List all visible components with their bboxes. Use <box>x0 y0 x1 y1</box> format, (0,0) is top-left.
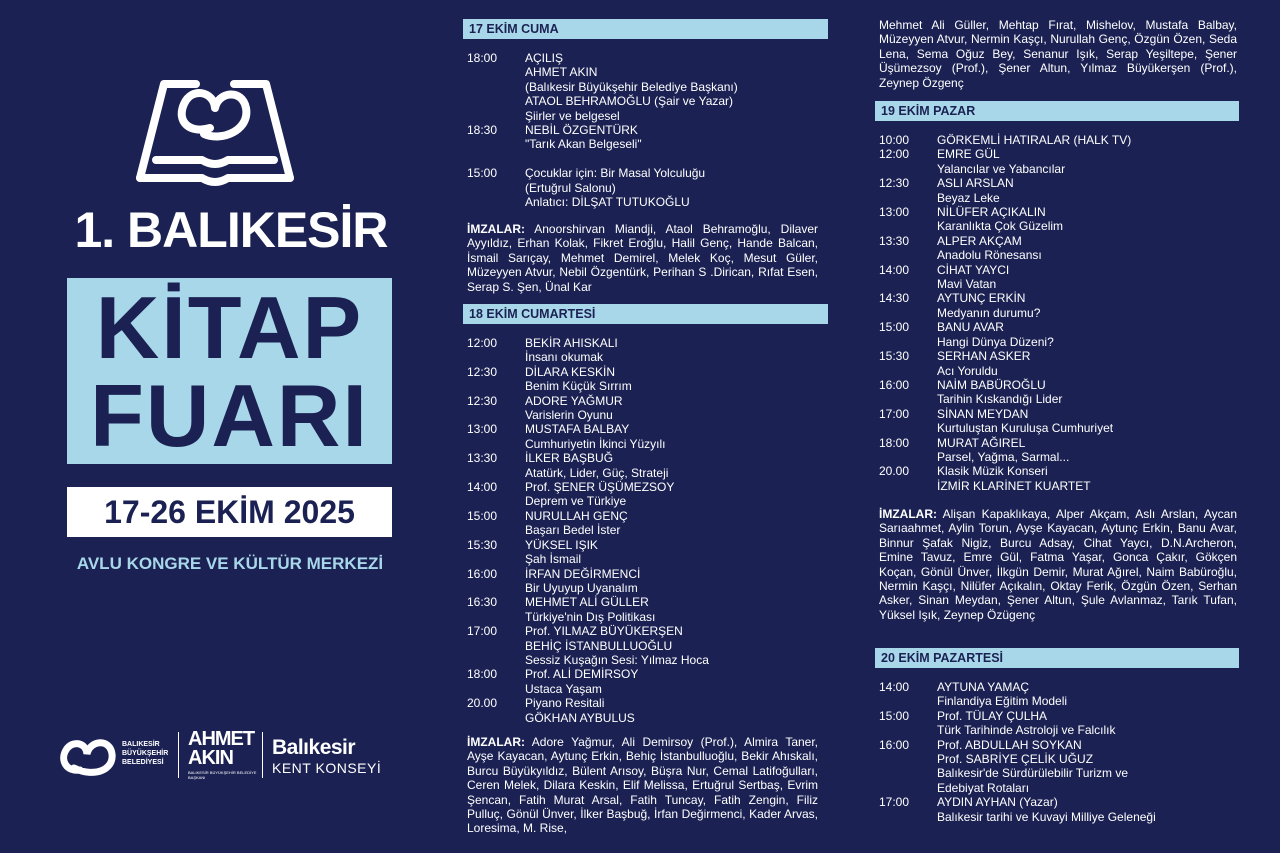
schedule-line: "Tarık Akan Belgeseli" <box>525 137 642 152</box>
schedule-detail <box>525 567 827 596</box>
schedule-line: ADORE YAĞMUR <box>525 393 623 408</box>
day-header-18: 18 EKİM CUMARTESİ <box>463 304 828 324</box>
schedule-line: AHMET AKIN <box>525 65 598 80</box>
schedule-line: GÖKHAN AYBULUS <box>525 710 635 725</box>
schedule-time: 16:30 <box>467 595 498 610</box>
schedule-line: Türkiye'nin Dış Politikası <box>525 609 656 624</box>
schedule-line: Prof. SABRİYE ÇELİK UĞUZ <box>937 752 1094 767</box>
schedule-time: 13:30 <box>467 451 498 466</box>
schedule-detail <box>937 234 1237 263</box>
schedule-line: Türk Tarihinde Astroloji ve Falcılık <box>937 723 1116 738</box>
schedule-detail <box>525 480 827 509</box>
schedule-line: Prof. ABDULLAH SOYKAN <box>937 737 1082 752</box>
schedule-detail <box>937 291 1237 320</box>
schedule-detail <box>525 667 827 696</box>
schedule-item <box>879 176 1237 205</box>
schedule-line: Benim Küçük Sırrım <box>525 379 632 394</box>
schedule-line: Medyanın durumu? <box>937 305 1041 320</box>
schedule-line: Mavi Vatan <box>937 277 997 292</box>
schedule-line: Prof. TÜLAY ÇULHA <box>937 708 1048 723</box>
schedule-line: Balıkesir'de Sürdürülebilir Turizm ve <box>937 766 1129 781</box>
schedule-item <box>467 365 827 394</box>
schedule-item <box>879 407 1237 436</box>
schedule-detail <box>937 349 1237 378</box>
schedule-line: Parsel, Yağma, Sarmal... <box>937 449 1070 464</box>
schedule-line: Cumhuriyetin İkinci Yüzyılı <box>525 436 666 451</box>
edition-title: 1. BALIKESİR <box>74 202 388 258</box>
schedule-detail <box>937 205 1237 234</box>
schedule-line: Çocuklar için: Bir Masal Yolculuğu <box>525 166 706 181</box>
schedule-item <box>467 595 827 624</box>
schedule-time: 15:30 <box>467 537 498 552</box>
schedule-item <box>467 451 827 480</box>
schedule-item <box>879 205 1237 234</box>
schedule-item <box>879 436 1237 465</box>
schedule-line: (Ertuğrul Salonu) <box>525 180 616 195</box>
schedule-item <box>467 166 827 209</box>
schedule-line: Balıkesir tarihi ve Kuvayi Milliye Geleneği <box>937 809 1156 824</box>
schedule-line: MURAT AĞIREL <box>937 435 1026 450</box>
schedule-line: (Balıkesir Büyükşehir Belediye Başkanı) <box>525 79 738 94</box>
schedule-line: Bir Uyuyup Uyanalım <box>525 580 638 595</box>
schedule-item <box>467 51 827 123</box>
schedule-time: 14:30 <box>879 291 910 306</box>
branding-panel <box>0 0 450 853</box>
schedule-detail <box>525 152 827 166</box>
schedule-line: Hangi Dünya Düzeni? <box>937 334 1054 349</box>
schedule-time: 13:00 <box>467 422 498 437</box>
schedule-item <box>879 795 1237 824</box>
schedule-item <box>467 696 827 725</box>
schedule-item <box>467 152 827 166</box>
schedule-time: 18:00 <box>467 667 498 682</box>
schedule-line: İnsanı okumak <box>525 350 604 365</box>
schedule-line: Prof. ŞENER ÜŞÜMEZSOY <box>525 480 675 495</box>
schedule-time: 12:30 <box>467 364 498 379</box>
schedule-line: Varislerin Oyunu <box>525 408 613 423</box>
schedule-item <box>879 263 1237 292</box>
schedule-item <box>467 538 827 567</box>
schedule-line: DİLARA KESKİN <box>525 364 616 379</box>
logo-divider <box>262 732 263 778</box>
schedule-time: 14:00 <box>879 680 910 694</box>
schedule-time: 14:00 <box>879 262 910 277</box>
schedule-line: Edebiyat Rotaları <box>937 780 1030 795</box>
schedule-detail <box>525 336 827 365</box>
schedule-line: Beyaz Leke <box>937 190 1000 205</box>
schedule-item <box>467 509 827 538</box>
schedule-detail <box>525 394 827 423</box>
schedule-line: ATAOL BEHRAMOĞLU (Şair ve Yazar) <box>525 94 734 109</box>
open-book-heart-logo-icon <box>134 70 296 188</box>
schedule-line: YÜKSEL IŞIK <box>525 537 598 552</box>
schedule-line: İLKER BAŞBUĞ <box>525 451 614 466</box>
schedule-18 <box>467 336 827 725</box>
signings-label: İMZALAR: <box>467 222 525 236</box>
schedule-item <box>879 738 1237 796</box>
schedule-line: Sessiz Kuşağın Sesi: Yılmaz Hoca <box>525 652 709 667</box>
schedule-line: BEKİR AHISKALI <box>525 336 618 350</box>
day-header-17: 17 EKİM CUMA <box>463 19 828 39</box>
schedule-line: Yalancılar ve Yabancılar <box>937 161 1066 176</box>
schedule-item <box>879 378 1237 407</box>
signings-18 <box>467 735 818 836</box>
sponsor-logos <box>60 726 400 786</box>
schedule-item <box>467 123 827 152</box>
schedule-time: 13:30 <box>879 233 910 248</box>
schedule-line: İRFAN DEĞİRMENCİ <box>525 566 641 581</box>
schedule-time: 12:30 <box>467 393 498 408</box>
schedule-item <box>879 291 1237 320</box>
schedule-detail <box>937 709 1237 738</box>
mayor-title: BALIKESİR BÜYÜKŞEHİR BELEDİYE BAŞKANI <box>188 770 257 780</box>
schedule-time: 12:00 <box>467 336 498 350</box>
schedule-line: GÖRKEMLİ HATIRALAR (HALK TV) <box>937 133 1132 147</box>
schedule-line: NURULLAH GENÇ <box>525 508 628 523</box>
schedule-line <box>525 152 827 166</box>
schedule-line: Şah İsmail <box>525 552 582 567</box>
schedule-line: ALPER AKÇAM <box>937 233 1022 248</box>
schedule-line: NAİM BABÜROĞLU <box>937 377 1046 392</box>
schedule-item <box>467 624 827 667</box>
signings-list: Adore Yağmur, Ali Demirsoy (Prof.), Almira Taner, Ayşe Kayacan, Aytunç Erkin, Behiç İstanbulluoğlu, Bekir Ahıskalı, Burcu Büyükyıldız, Bülent Arısoy, Büşra Nur, Cemal Latifoğulları, Ceren Melek, Dilara Keskin, Elif Melissa, Ertuğrul Sertbaş, Evrim Şencan, Fatih Murat Arsal, Fatih Tuncay, Fatih Zengin, Filiz Pulluç, Gönül Ünver, İlker Başbuğ, İrfan Değirmenci, Kader Arvas, Loresima, M. Rise, <box>467 735 819 836</box>
schedule-detail <box>525 595 827 624</box>
schedule-line: Klasik Müzik Konseri <box>937 464 1048 479</box>
schedule-line: MUSTAFA BALBAY <box>525 422 630 437</box>
mayor-name: AHMET AKIN <box>188 728 255 769</box>
schedule-detail <box>937 464 1237 493</box>
schedule-line: Finlandiya Eğitim Modeli <box>937 694 1068 709</box>
fair-venue: AVLU KONGRE VE KÜLTÜR MERKEZİ <box>76 554 384 573</box>
schedule-time: 15:00 <box>879 320 910 335</box>
schedule-line: BEHİÇ İSTANBULLUOĞLU <box>525 638 673 653</box>
schedule-item <box>879 349 1237 378</box>
schedule-line: SİNAN MEYDAN <box>937 406 1029 421</box>
schedule-detail <box>937 133 1237 147</box>
day-header-19: 19 EKİM PAZAR <box>875 101 1239 121</box>
schedule-item <box>467 422 827 451</box>
city-council-name: Balıkesir <box>272 736 356 759</box>
schedule-detail <box>525 123 827 152</box>
schedule-detail <box>937 263 1237 292</box>
schedule-time: 20.00 <box>467 696 498 711</box>
schedule-line: Tarihin Kıskandığı Lider <box>937 392 1063 407</box>
schedule-item <box>467 480 827 509</box>
schedule-line: AYTUNA YAMAÇ <box>937 680 1030 694</box>
fair-title-line1: KİTAP <box>95 278 364 377</box>
schedule-line: Karanlıkta Çok Güzelim <box>937 219 1064 234</box>
signings-list: Anoorshirvan Miandji, Ataol Behramoğlu, Dilaver Ayyıldız, Erhan Kolak, Fikret Eroğlu, Halil Genç, Hande Balcan, İsmail Sarıçay, Mehmet Demirel, Melek Koç, Mesut Güler, Müzeyyen Atvur, Nebil Özgentürk, Perihan S .Dirican, Rıfat Esen, Serap S. Şen, Ünal Kar <box>467 222 818 294</box>
schedule-detail <box>525 51 827 123</box>
schedule-detail <box>937 176 1237 205</box>
schedule-time: 13:00 <box>879 205 910 220</box>
municipality-name: BALIKESİR BÜYÜKŞEHİR BELEDİYESİ <box>122 741 169 766</box>
schedule-detail <box>525 538 827 567</box>
schedule-item <box>467 567 827 596</box>
schedule-item <box>879 133 1237 147</box>
schedule-line: AYTUNÇ ERKİN <box>937 291 1026 306</box>
schedule-time: 16:00 <box>879 737 910 752</box>
schedule-line: BANU AVAR <box>937 320 1004 335</box>
schedule-time: 17:00 <box>879 406 910 421</box>
schedule-time: 15:00 <box>467 508 498 523</box>
schedule-time: 14:00 <box>467 480 498 495</box>
schedule-line: ASLI ARSLAN <box>937 176 1014 191</box>
schedule-line: NİLÜFER AÇIKALIN <box>937 205 1046 220</box>
schedule-detail <box>937 738 1237 796</box>
schedule-item <box>467 394 827 423</box>
schedule-line: Kurtuluştan Kuruluşa Cumhuriyet <box>937 421 1114 436</box>
schedule-item <box>879 320 1237 349</box>
schedule-item <box>467 336 827 365</box>
schedule-line: Acı Yoruldu <box>937 363 998 378</box>
schedule-20 <box>879 680 1237 824</box>
schedule-detail <box>937 407 1237 436</box>
city-council-sub: KENT KONSEYİ <box>272 760 382 776</box>
schedule-item <box>467 667 827 696</box>
schedule-detail <box>525 166 827 209</box>
schedule-detail <box>937 320 1237 349</box>
schedule-line: NEBİL ÖZGENTÜRK <box>525 123 638 138</box>
schedule-item <box>879 234 1237 263</box>
schedule-line: MEHMET ALİ GÜLLER <box>525 595 649 610</box>
schedule-item <box>879 464 1237 493</box>
schedule-detail <box>937 680 1237 709</box>
schedule-line: EMRE GÜL <box>937 147 1000 162</box>
schedule-time: 17:00 <box>467 624 498 639</box>
schedule-detail <box>525 509 827 538</box>
schedule-time: 18:00 <box>467 51 498 65</box>
schedule-time <box>467 152 525 166</box>
schedule-time: 17:00 <box>879 795 910 810</box>
schedule-detail <box>525 451 827 480</box>
schedule-detail <box>937 147 1237 176</box>
signings-17 <box>467 222 818 294</box>
schedule-line: Şiirler ve belgesel <box>525 108 620 123</box>
schedule-detail <box>937 795 1237 824</box>
municipality-heart-logo-icon <box>60 730 116 778</box>
signings-18-continued: Mehmet Ali Güller, Mehtap Fırat, Mishelov, Mustafa Balbay, Müzeyyen Atvur, Nermin Kaşçı, Nurullah Genç, Özgün Özen, Seda Lena, Sema Oğuz Bey, Senanur Işık, Serap Yeşiltepe, Şener Üşümezsoy (Prof.), Şener Altun, Yılmaz Büyükerşen (Prof.), Zeynep Özgenç <box>879 18 1237 90</box>
signings-label: İMZALAR: <box>879 507 937 521</box>
schedule-detail <box>525 624 827 667</box>
schedule-line: SERHAN ASKER <box>937 349 1031 364</box>
day-header-20: 20 EKİM PAZARTESİ <box>875 648 1239 668</box>
schedule-line: Atatürk, Lider, Güç, Strateji <box>525 465 669 480</box>
schedule-time: 18:00 <box>879 435 910 450</box>
schedule-line: AYDIN AYHAN (Yazar) <box>937 795 1058 810</box>
fair-title-line2: FUARI <box>90 366 369 465</box>
schedule-detail <box>525 422 827 451</box>
schedule-detail <box>525 365 827 394</box>
schedule-line: İZMİR KLARİNET KUARTET <box>937 478 1091 493</box>
schedule-line: CİHAT YAYCI <box>937 262 1010 277</box>
schedule-line: Anlatıcı: DİLŞAT TUTUKOĞLU <box>525 195 690 210</box>
schedule-time: 16:00 <box>467 566 498 581</box>
schedule-time: 18:30 <box>467 123 498 138</box>
signings-label: İMZALAR: <box>467 735 525 749</box>
schedule-time: 20.00 <box>879 464 910 479</box>
schedule-line: Piyano Resitali <box>525 696 605 711</box>
schedule-item <box>879 709 1237 738</box>
signings-19 <box>879 507 1237 622</box>
schedule-detail <box>937 436 1237 465</box>
schedule-line: Prof. YILMAZ BÜYÜKERŞEN <box>525 624 683 639</box>
schedule-line: AÇILIŞ <box>525 51 564 65</box>
schedule-item <box>879 147 1237 176</box>
schedule-time: 15:30 <box>879 349 910 364</box>
schedule-time: 12:00 <box>879 147 910 162</box>
schedule-item <box>879 680 1237 709</box>
schedule-line: Anadolu Rönesansı <box>937 248 1042 263</box>
schedule-detail <box>525 696 827 725</box>
fair-title-box <box>67 278 392 464</box>
schedule-time: 10:00 <box>879 133 910 147</box>
schedule-detail <box>937 378 1237 407</box>
schedule-time: 15:00 <box>879 708 910 723</box>
schedule-time: 15:00 <box>467 166 498 181</box>
schedule-line: Prof. ALİ DEMİRSOY <box>525 667 639 682</box>
schedule-19 <box>879 133 1237 493</box>
schedule-17 <box>467 51 827 209</box>
signings-list: Alişan Kapaklıkaya, Alper Akçam, Aslı Arslan, Aycan Sarıaahmet, Aylin Torun, Ayşe Kayacan, Aytunç Erkin, Banu Avar, Binnur Şafak Nigiz, Burcu Adsay, Cihat Yaycı, D.N.Archeron, Emine Tavuz, Emre Gül, Fatma Yaşar, Gonca Çakır, Gökçen Koçan, Gönül Ünver, İlkgün Demir, Murat Ağırel, Naim Babüroğlu, Nermin Kaşçı, Nilüfer Açıkalın, Oktay Ferik, Özgün Özen, Serhan Asker, Sinan Meydan, Şener Altun, Şule Avlanmaz, Tarık Tufan, Yüksel Işık, Zeynep Özügenç <box>879 507 1238 622</box>
schedule-line: Deprem ve Türkiye <box>525 494 627 509</box>
fair-dates: 17-26 EKİM 2025 <box>67 487 392 537</box>
logo-divider <box>178 732 179 778</box>
schedule-time: 12:30 <box>879 176 910 191</box>
schedule-line: Ustaca Yaşam <box>525 681 602 696</box>
schedule-time: 16:00 <box>879 377 910 392</box>
schedule-line: Başarı Bedel İster <box>525 523 621 538</box>
